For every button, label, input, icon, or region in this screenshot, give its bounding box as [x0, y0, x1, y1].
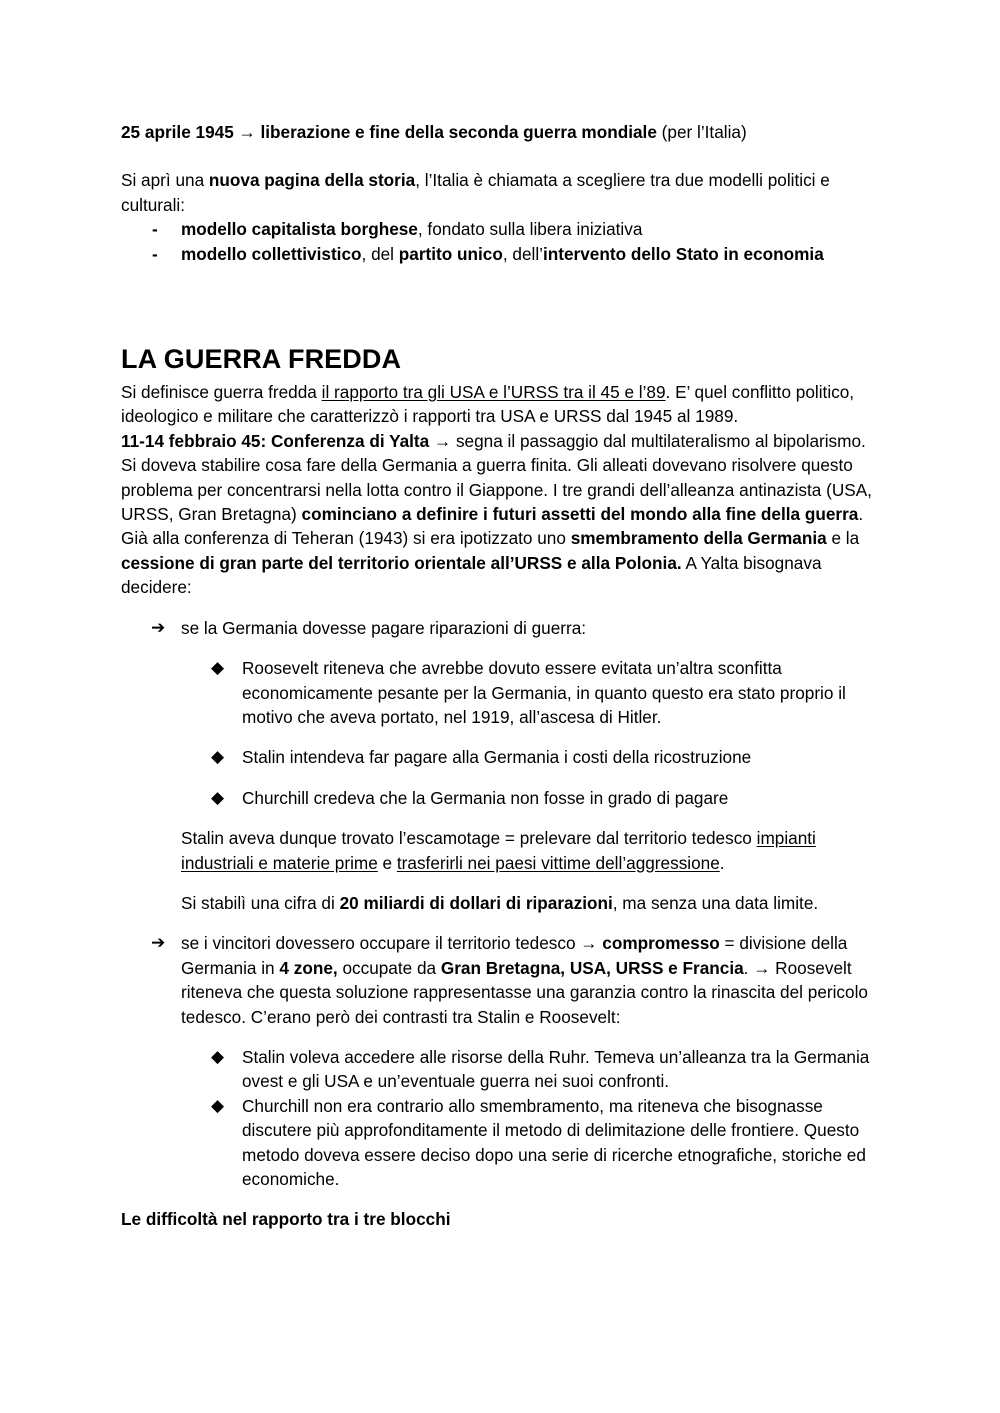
diamond-icon: ◆ [211, 1046, 225, 1066]
diamond-icon: ◆ [211, 787, 225, 807]
liberation-date: 25 aprile 1945 → liberazione e fine della seconda guerra mondiale [121, 122, 657, 142]
intro-line-new-page: Si aprì una nuova pagina della storia, l’Italia è chiamata a scegliere tra due modelli politici e culturali: [121, 170, 830, 215]
arrow-icon: ➔ [151, 933, 166, 953]
list-item: - modello capitalista borghese, fondato sulla libera iniziativa [121, 217, 880, 241]
cold-war-definition: Si definisce guerra fredda il rapporto tra gli USA e l’URSS tra il 45 e l’89. E’ quel conflitto politico, ideologico e militare che caratterizzò i rapporti tra USA e URSS dal 1945 al 1989. [121, 382, 855, 427]
models-list [121, 217, 880, 266]
diamond-icon: ◆ [211, 1095, 225, 1115]
list-item: - modello collettivistico, del partito unico, dell’intervento dello Stato in economia [121, 242, 880, 266]
escamotage-paragraph: Stalin aveva dunque trovato l’escamotage = prelevare dal territorio tedesco impianti industriali e materie prime e trasferirli nei paesi vittime dell’aggressione. [181, 828, 816, 873]
list-item: ◆ Roosevelt riteneva che avrebbe dovuto essere evitata un’altra sconfitta economicamente pesante per la Germania, in quanto questo era stato proprio il motivo che aveva portato, nel 1919, all’ascesa di Hitler. [211, 658, 846, 727]
dash-marker: - [152, 219, 158, 240]
arrow-icon: ➔ [151, 617, 166, 637]
section-heading: LA GUERRA FREDDA [121, 344, 402, 375]
yalta-paragraph: 11-14 febbraio 45: Conferenza di Yalta → segna il passaggio dal multilateralismo al bipolarismo. Si doveva stabilire cosa fare della Germania a guerra finita. Gli alleati dovevano risolvere questo problema per concentrarsi nella lotta contro il Giappone. I tre grandi dell’alleanza antinazista (USA, URSS, Gran Bretagna) cominciano a definire i futuri assetti del mondo alla fine della guerra. Già alla conferenza di Teheran (1943) si era ipotizzato uno smembramento della Germania e la cessione di gran parte del territorio orientale all’URSS e alla Polonia. A Yalta bisognava decidere: [121, 430, 872, 598]
diamond-icon: ◆ [211, 658, 225, 678]
intro-line-liberation: 25 aprile 1945 → liberazione e fine della seconda guerra mondiale (per l’Italia) [121, 122, 747, 142]
list-item: ◆ Stalin intendeva far pagare alla Germania i costi della ricostruzione [121, 745, 880, 769]
list-item-occupation: ➔ se i vincitori dovessero occupare il territorio tedesco → compromesso = divisione della Germania in 4 zone, occupate da Gran Bretagna, USA, URSS e Francia. → Roosevelt riteneva che questa soluzione rappresentasse una garanzia contro la rinascita del pericolo tedesco. C’erano però dei contrasti tra Stalin e Roosevelt: [151, 933, 868, 1027]
list-item-reparations: ➔ se la Germania dovesse pagare riparazioni di guerra: [121, 616, 880, 640]
closing-heading: Le difficoltà nel rapporto tra i tre blocchi [121, 1209, 451, 1230]
dash-marker: - [152, 243, 158, 264]
diamond-icon: ◆ [211, 747, 225, 767]
list-item: ◆ Churchill non era contrario allo smembramento, ma riteneva che bisognasse discutere più approfonditamente il metodo di delimitazione delle frontiere. Questo metodo doveva essere deciso dopo una serie di ricerche etnografiche, storiche ed economiche. [211, 1095, 866, 1189]
list-item: ◆ Stalin voleva accedere alle risorse della Ruhr. Temeva un’alleanza tra la Germania ovest e gli USA e un’eventuale guerra nei suoi confronti. [211, 1046, 870, 1092]
list-item: ◆ Churchill credeva che la Germania non fosse in grado di pagare [121, 786, 880, 810]
reparations-amount-paragraph: Si stabilì una cifra di 20 miliardi di dollari di riparazioni, ma senza una data limite. [181, 892, 819, 913]
